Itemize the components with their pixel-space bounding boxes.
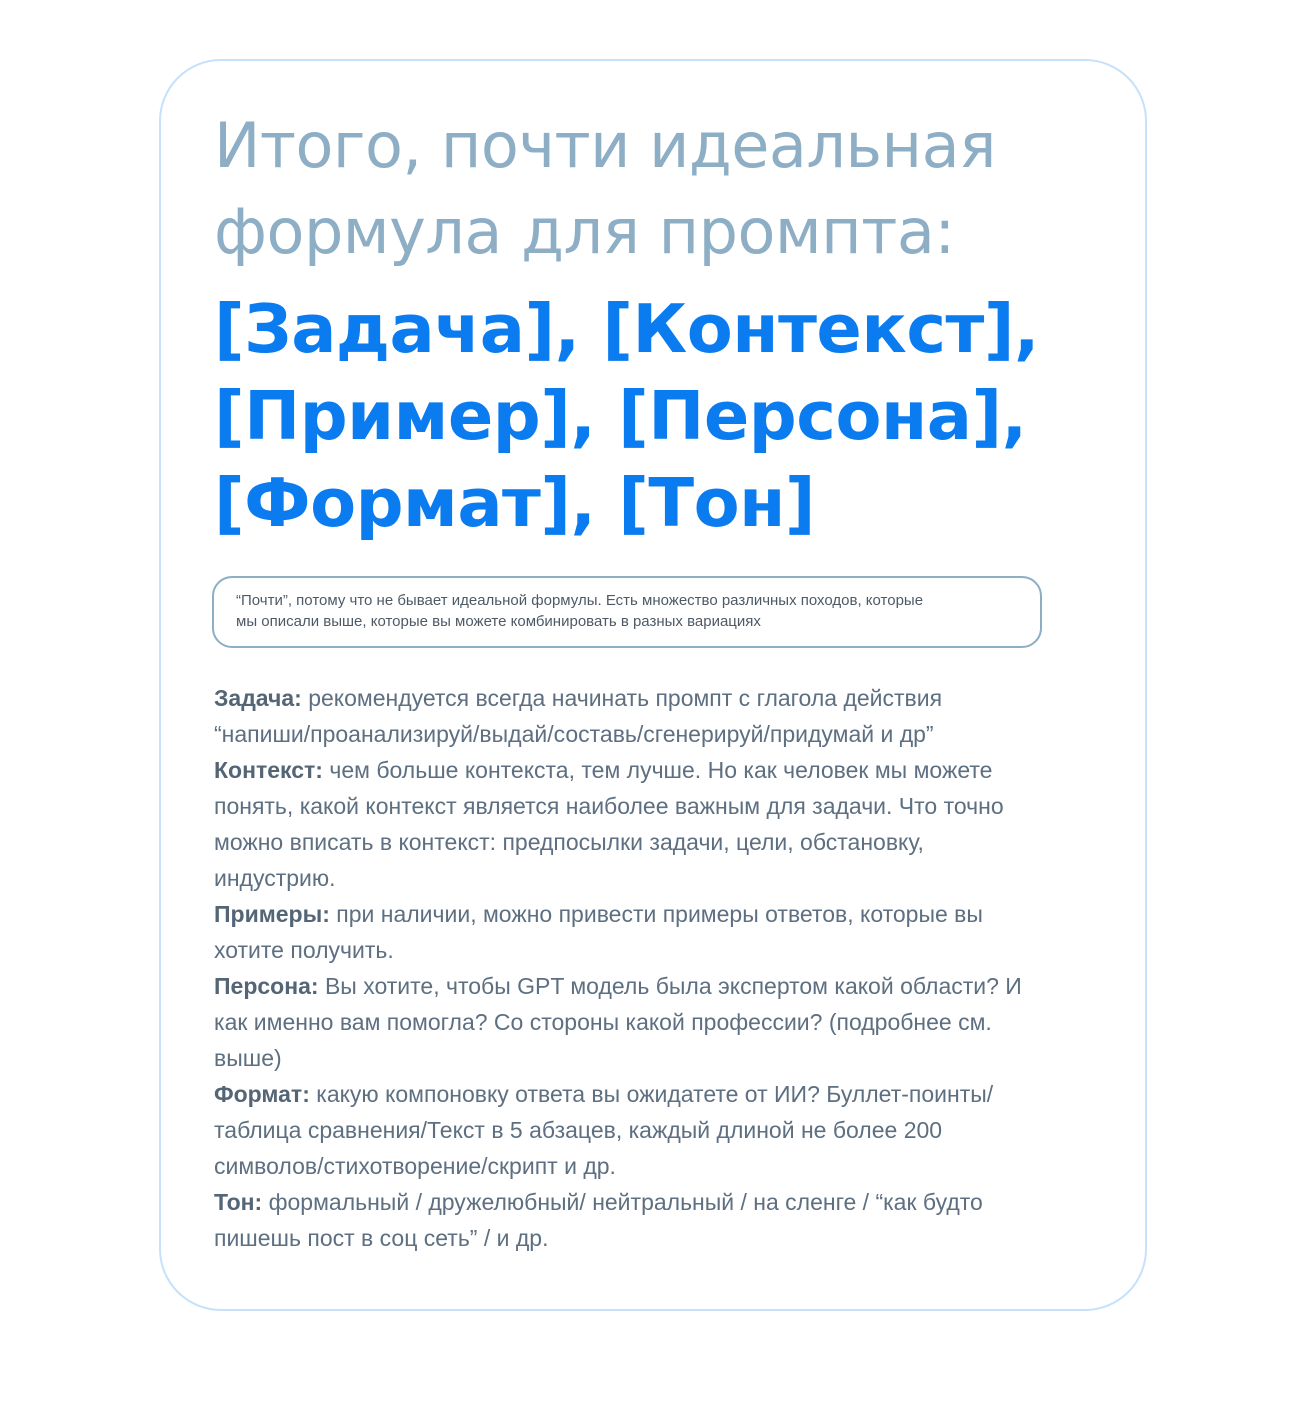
persona-line-1: [214, 968, 1114, 1004]
context-text-1: чем больше контекста, тем лучше. Но как человек мы можете: [322, 757, 993, 783]
formula-line-1: [Задача], [Контекст],: [214, 290, 1039, 368]
task-text-1: рекомендуется всегда начинать промпт с глагола действия: [301, 685, 943, 711]
note-line-2: мы описали выше, которые вы можете комбинировать в разных вариациях: [236, 613, 761, 630]
formula-line-2: [Пример], [Персона],: [214, 377, 1027, 455]
context-line-1: [214, 752, 1114, 788]
format-line-1: [214, 1076, 1114, 1112]
task-line-1: [214, 680, 1114, 716]
context-text-2: понять, какой контекст является наиболее важным для задачи. Что точно: [214, 793, 1004, 819]
format-text-2: таблица сравнения/Текст в 5 абзацев, каждый длиной не более 200: [214, 1117, 943, 1143]
format-text-1: какую компоновку ответа вы ожидатете от ИИ? Буллет-поинты/: [309, 1081, 994, 1107]
context-text-3: можно вписать в контекст: предпосылки задачи, цели, обстановку,: [214, 829, 924, 855]
title-line-2: формула для промпта:: [214, 195, 955, 268]
note-line-1: “Почти”, потому что не бывает идеальной формулы. Есть множество различных походов, которые: [236, 592, 924, 609]
examples-text-1: при наличии, можно привести примеры ответов, которые вы: [329, 901, 983, 927]
component-descriptions: [214, 680, 1114, 1256]
tone-line-1: [214, 1184, 1114, 1220]
tone-text-2: пишешь пост в соц сеть” / и др.: [214, 1225, 549, 1251]
persona-label: Персона:: [214, 973, 319, 999]
persona-text-3: выше): [214, 1045, 282, 1071]
prompt-formula: [214, 286, 1134, 547]
tone-text-1: формальный / дружелюбный/ нейтральный / на сленге / “как будто: [262, 1189, 983, 1215]
persona-text-1: Вы хотите, чтобы GPT модель была экспертом какой области? И: [318, 973, 1022, 999]
context-text-4: индустрию.: [214, 865, 336, 891]
format-label: Формат:: [214, 1081, 310, 1107]
note-box: [212, 576, 1042, 648]
examples-label: Примеры:: [214, 901, 330, 927]
examples-text-2: хотите получить.: [214, 937, 394, 963]
title-line-1: Итого, почти идеальная: [214, 109, 996, 182]
page-title: [214, 103, 1114, 275]
context-label: Контекст:: [214, 757, 323, 783]
task-text-2: “напиши/проанализируй/выдай/составь/сгенерируй/придумай и др”: [214, 721, 934, 747]
persona-text-2: как именно вам помогла? Со стороны какой профессии? (подробнее см.: [214, 1009, 992, 1035]
tone-label: Тон:: [214, 1189, 263, 1215]
format-text-3: символов/стихотворение/скрипт и др.: [214, 1153, 616, 1179]
formula-line-3: [Формат], [Тон]: [214, 464, 816, 542]
examples-line-1: [214, 896, 1114, 932]
task-label: Задача:: [214, 685, 302, 711]
